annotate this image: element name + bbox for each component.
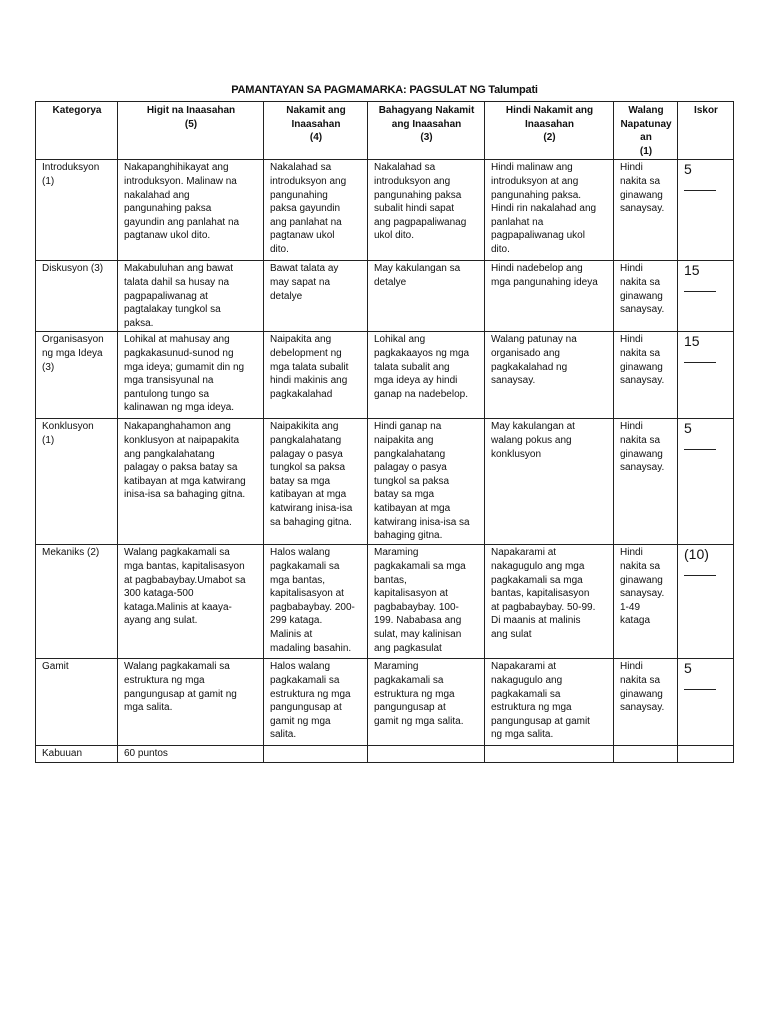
score-value: 15 <box>684 262 700 279</box>
cell-hindi: Napakarami at nakagugulo ang mga pagkakamali sa mga bantas, kapitalisasyon at pagbabaybay. 50-99. Di maanis at malinis ang sulat <box>485 545 614 659</box>
cell-iskor <box>678 261 734 332</box>
cell-walang: Hindi nakita sa ginawang sanaysay. <box>614 659 678 746</box>
cell-nakamit: Halos walang pagkakamali sa mga bantas, kapitalisasyon at pagbabaybay. 200- 299 kataga. Malinis at madaling basahin. <box>264 545 368 659</box>
cell-nakamit: Nakalahad sa introduksyon ang pangunahing paksa gayundin ang panlahat na pagtanaw ukol dito. <box>264 160 368 261</box>
cell-walang: Hindi nakita sa ginawang sanaysay. <box>614 160 678 261</box>
cell-walang: Hindi nakita sa ginawang sanaysay. <box>614 332 678 419</box>
cell-bahagya: Maraming pagkakamali sa mga bantas, kapitalisasyon at pagbabaybay. 100- 199. Nababasa ang sulat, may kalinisan ang pagkasulat <box>368 545 485 659</box>
cell-nakamit: Bawat talata ay may sapat na detalye <box>264 261 368 332</box>
cell-nakamit: Naipakikita ang pangkalahatang palagay o pasya tungkol sa paksa batay sa mga katibayan at mga katwirang inisa-isa sa bahaging gitna. <box>264 419 368 545</box>
cell-kategorya: Konklusyon (1) <box>36 419 118 545</box>
cell-walang: Hindi nakita sa ginawang sanaysay. 1-49 kataga <box>614 545 678 659</box>
header-walang: Walang Napatunay an (1) <box>614 102 678 160</box>
cell-bahagya: Nakalahad sa introduksyon ang pangunahing paksa subalit hindi sapat ang pagpapaliwanag ukol dito. <box>368 160 485 261</box>
cell-iskor <box>678 545 734 659</box>
score-value: 5 <box>684 420 692 437</box>
header-nakamit: Nakamit ang Inaasahan (4) <box>264 102 368 160</box>
score-value: (10) <box>684 546 709 563</box>
rubric-table <box>35 101 734 763</box>
total-empty-cell <box>678 746 734 763</box>
score-value: 5 <box>684 161 692 178</box>
cell-nakamit: Halos walang pagkakamali sa estruktura ng mga pangungusap at gamit ng mga salita. <box>264 659 368 746</box>
score-line <box>684 279 716 292</box>
score-value: 5 <box>684 660 692 677</box>
score-line <box>684 563 716 576</box>
cell-higit: Nakapanghihikayat ang introduksyon. Malinaw na nakalahad ang pangunahing paksa gayundin ang panlahat na pagtanaw ukol dito. <box>118 160 264 261</box>
cell-kategorya: Gamit <box>36 659 118 746</box>
cell-hindi: Napakarami at nakagugulo ang pagkakamali sa estruktura ng mga pangungusap at gamit ng mga salita. <box>485 659 614 746</box>
table-row <box>36 261 734 332</box>
score-line <box>684 437 716 450</box>
cell-higit: Makabuluhan ang bawat talata dahil sa husay na pagpapaliwanag at pagtalakay tungkol sa paksa. <box>118 261 264 332</box>
cell-walang: Hindi nakita sa ginawang sanaysay. <box>614 261 678 332</box>
document-title: PAMANTAYAN SA PAGMAMARKA: PAGSULAT NG Talumpati <box>231 84 538 96</box>
total-label: Kabuuan <box>36 746 118 763</box>
cell-higit: Walang pagkakamali sa mga bantas, kapitalisasyon at pagbabaybay.Umabot sa 300 kataga-500 kataga.Malinis at kaaya- ayang ang sulat. <box>118 545 264 659</box>
cell-hindi: Walang patunay na organisado ang pagkakalahad ng sanaysay. <box>485 332 614 419</box>
total-empty-cell <box>264 746 368 763</box>
cell-hindi: Hindi nadebelop ang mga pangunahing ideya <box>485 261 614 332</box>
total-empty-cell <box>368 746 485 763</box>
cell-bahagya: Lohikal ang pagkakaayos ng mga talata subalit ang mga ideya ay hindi ganap na nadebelop. <box>368 332 485 419</box>
cell-iskor <box>678 659 734 746</box>
cell-higit: Nakapanghahamon ang konklusyon at naipapakita ang pangkalahatang palagay o paksa batay sa katibayan at mga katwirang inisa-isa sa bahaging gitna. <box>118 419 264 545</box>
cell-hindi: May kakulangan at walang pokus ang konklusyon <box>485 419 614 545</box>
score-line <box>684 677 716 690</box>
cell-bahagya: Maraming pagkakamali sa estruktura ng mga pangungusap at gamit ng mga salita. <box>368 659 485 746</box>
header-bahagya: Bahagyang Nakamit ang Inaasahan (3) <box>368 102 485 160</box>
table-row <box>36 545 734 659</box>
cell-nakamit: Naipakita ang debelopment ng mga talata subalit hindi makinis ang pagkakalahad <box>264 332 368 419</box>
cell-kategorya: Mekaniks (2) <box>36 545 118 659</box>
total-empty-cell <box>614 746 678 763</box>
cell-walang: Hindi nakita sa ginawang sanaysay. <box>614 419 678 545</box>
score-line <box>684 350 716 363</box>
cell-iskor <box>678 419 734 545</box>
cell-higit: Lohikal at mahusay ang pagkakasunud-sunod ng mga ideya; gumamit din ng mga transisyunal na pantulong tungo sa kalinawan ng mga ideya. <box>118 332 264 419</box>
cell-kategorya: Organisasyon ng mga Ideya (3) <box>36 332 118 419</box>
cell-kategorya: Diskusyon (3) <box>36 261 118 332</box>
header-row <box>36 102 734 160</box>
cell-hindi: Hindi malinaw ang introduksyon at ang pangunahing paksa. Hindi rin nakalahad ang panlahat na pagpapaliwanag ukol dito. <box>485 160 614 261</box>
table-row <box>36 659 734 746</box>
table-row <box>36 332 734 419</box>
total-row <box>36 746 734 763</box>
cell-bahagya: May kakulangan sa detalye <box>368 261 485 332</box>
total-empty-cell <box>485 746 614 763</box>
table-row <box>36 419 734 545</box>
header-iskor: Iskor <box>678 102 734 160</box>
table-row <box>36 160 734 261</box>
cell-iskor <box>678 332 734 419</box>
total-value: 60 puntos <box>118 746 264 763</box>
header-hindi: Hindi Nakamit ang Inaasahan (2) <box>485 102 614 160</box>
cell-iskor <box>678 160 734 261</box>
header-kategorya: Kategorya <box>36 102 118 160</box>
score-line <box>684 178 716 191</box>
cell-kategorya: Introduksyon (1) <box>36 160 118 261</box>
header-higit: Higit na Inaasahan (5) <box>118 102 264 160</box>
cell-higit: Walang pagkakamali sa estruktura ng mga pangungusap at gamit ng mga salita. <box>118 659 264 746</box>
score-value: 15 <box>684 333 700 350</box>
cell-bahagya: Hindi ganap na naipakita ang pangkalahatang palagay o pasya tungkol sa paksa batay sa mga katibayan at mga katwirang inisa-isa sa bahaging gitna. <box>368 419 485 545</box>
